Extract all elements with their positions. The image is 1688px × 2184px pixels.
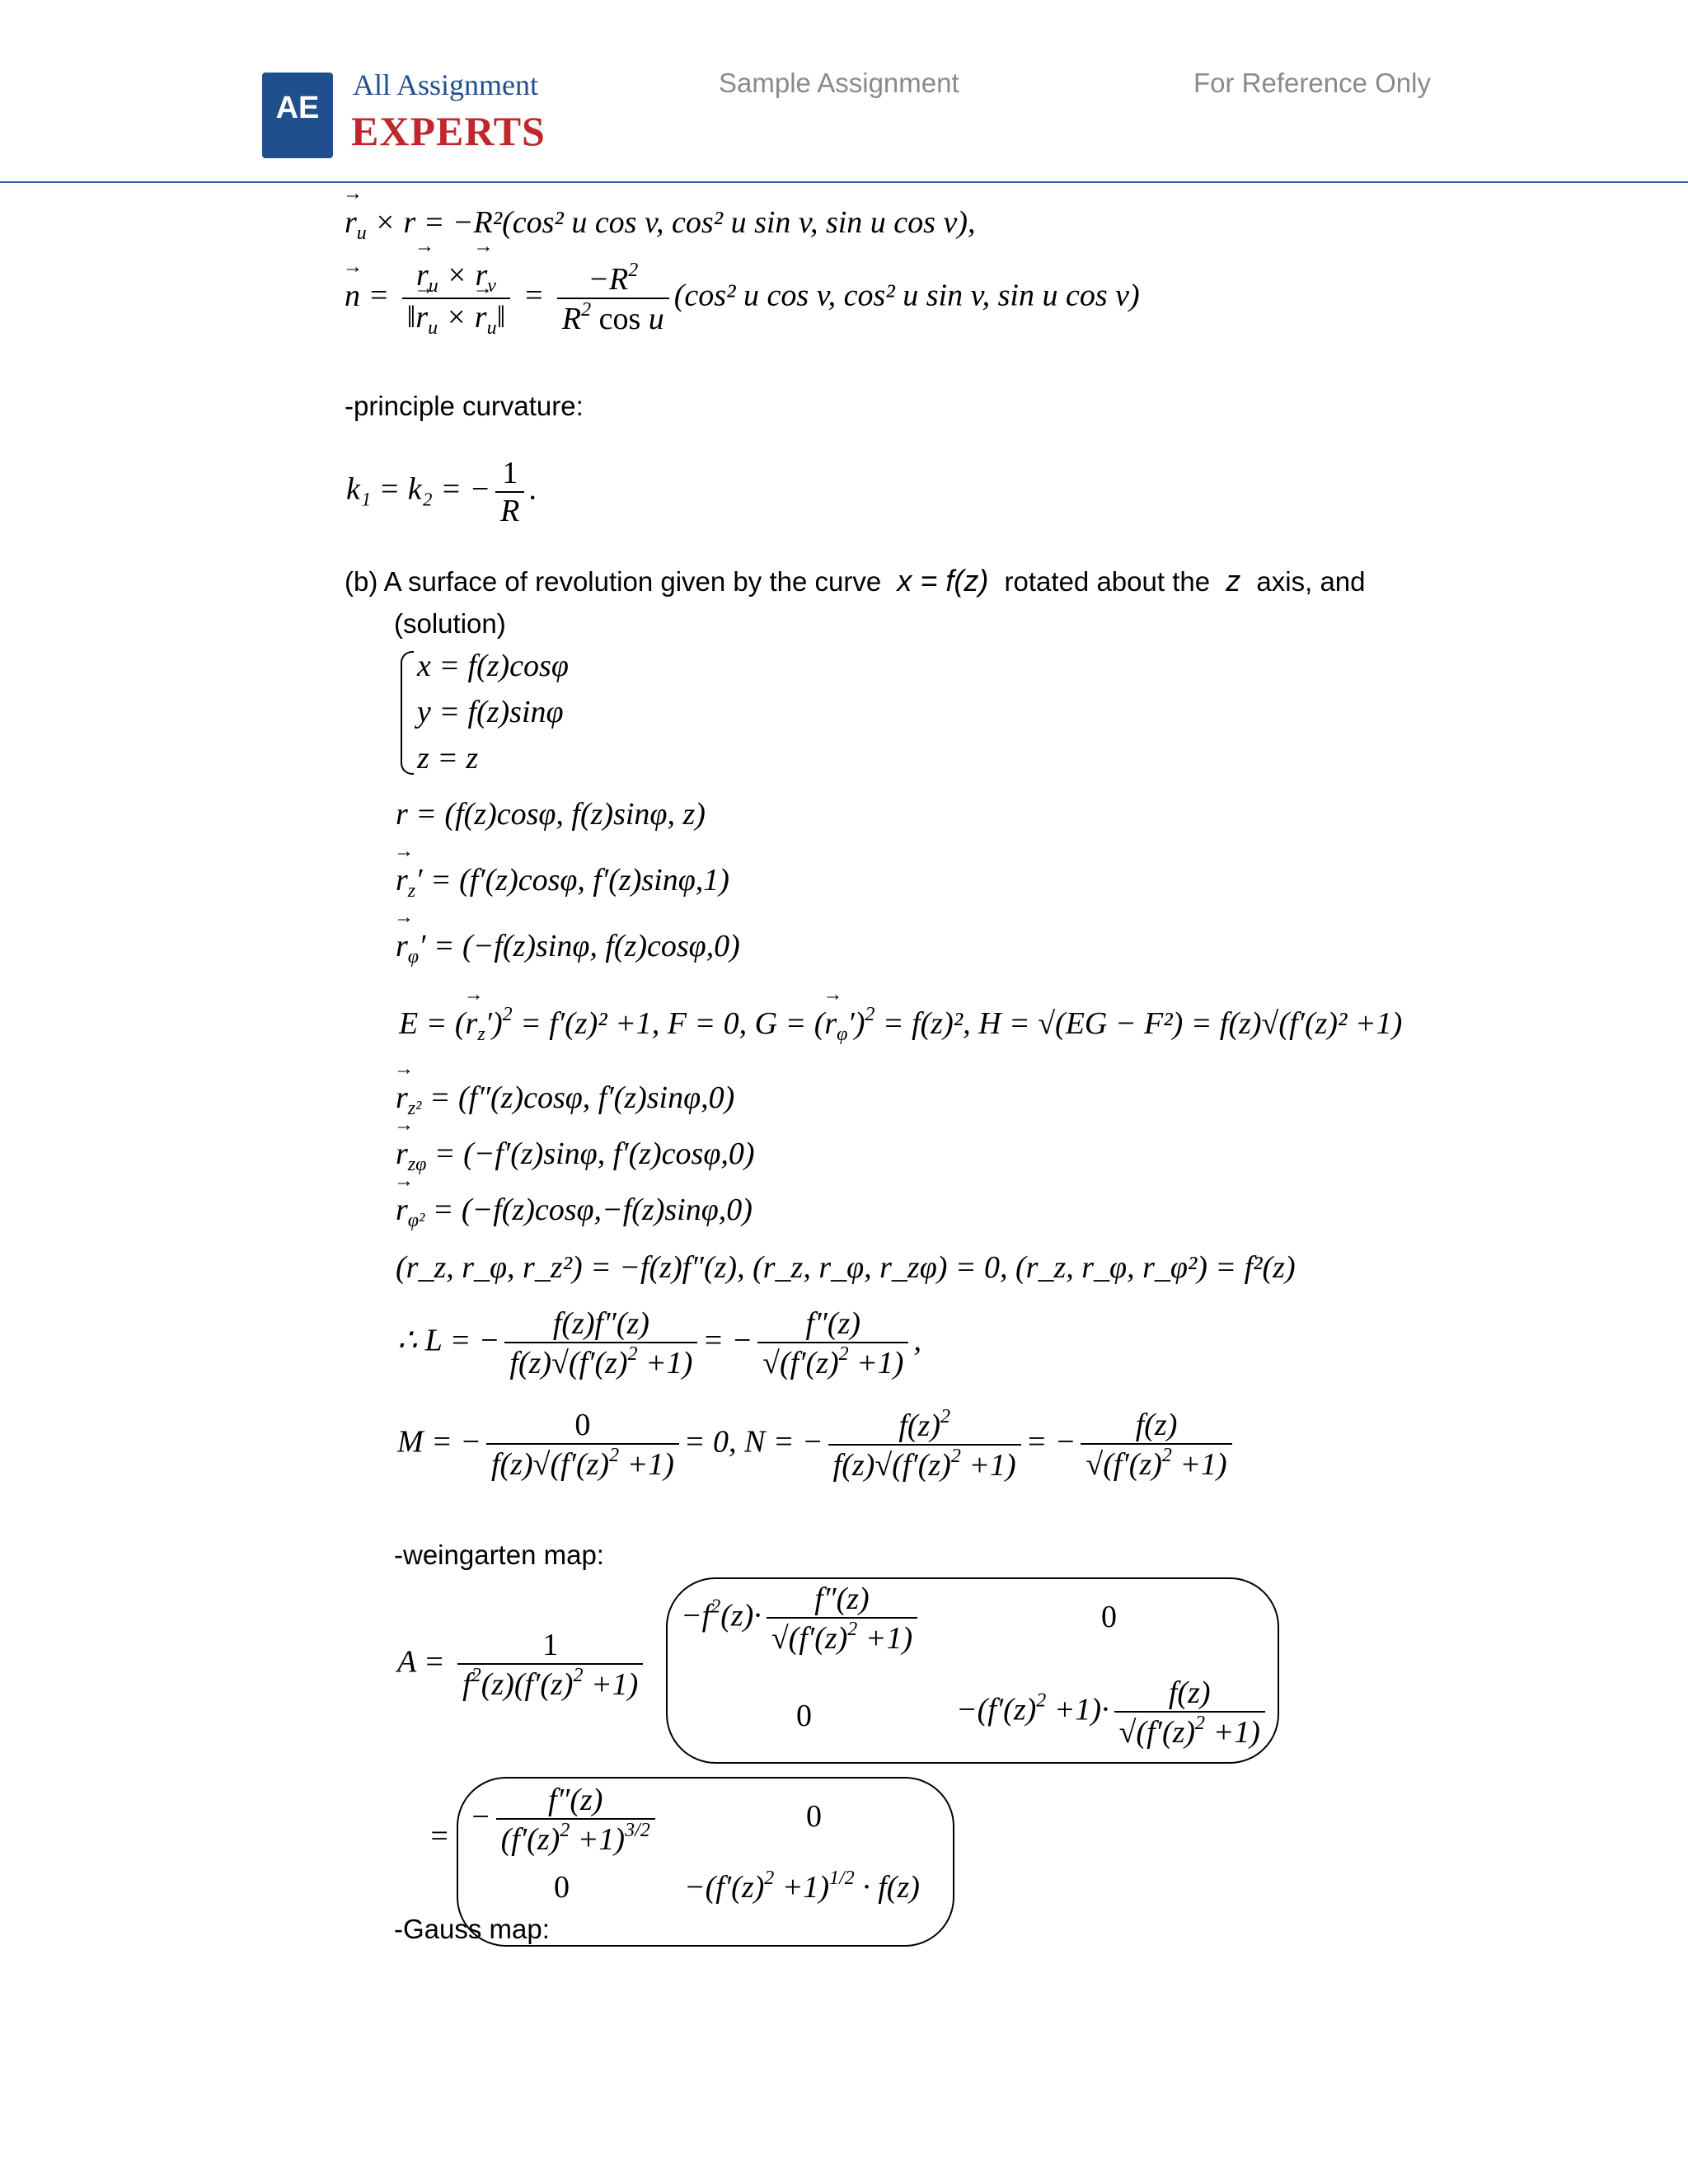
header-right-label: For Reference Only: [1193, 68, 1431, 98]
rzz-equation: → $r_{z^2} = (f''(z)\cos\varphi$, f′(z)sinφ,0): [396, 1080, 734, 1120]
triple-products: (r_z, r_φ, r_z²) = −f(z)f″(z), (r_z, r_φ, r_zφ) = 0, (r_z, r_φ, r_φ²) = f²(z): [396, 1250, 1296, 1285]
cross-product-equation: → $r_u \times r = -R^2(\cos^2$ u cos v, cos² u sin v, sin u cos v),: [345, 204, 975, 245]
system-line-2: y = f(z)sinφ: [417, 695, 564, 729]
matrix-A-21: 0: [796, 1699, 812, 1733]
rz-equation: → $r_z' = (f'(z)\cos\varphi$, f′(z)sinφ,1): [396, 862, 729, 902]
rphi-equation: → $r_\varphi' = (-f(z)\sin\varphi$, f(z)cosφ,0): [396, 928, 740, 968]
logo-line-2: EXPERTS: [351, 108, 546, 154]
first-fundamental-form: E = (→ $r_z')^2 = f'(z)^2 +1$, F = 0, G = (→ $r_\varphi')^2 = f(z)^2$, H = √(EG − F²) = f(z)√(f′(z)² +1): [399, 1004, 1402, 1046]
normal-equation: → n = → $\frac{r_u \times \to r_v}{‖\to r_u \times \to r_u‖}$ = $\frac{-R^2}{R^2 \cos u}$ (cos² u cos v, cos² u sin v, sin u cos v): [345, 257, 1140, 340]
rphiphi-equation: → $r_{\varphi^2} = (-f(z)\cos\varphi,-f(z)\sin\varphi,0)$: [396, 1192, 753, 1232]
system-line-3: z = z: [417, 741, 479, 776]
principle-curvature-label: -principle curvature:: [345, 391, 584, 421]
solution-label: (solution): [394, 608, 506, 639]
matrix-A-22: $-(f'(z)^2 +1)\cdot$ $\frac{f(z)}{√(f'(z)^2 +1)}$: [956, 1675, 1270, 1750]
curvature-equation: k₁ = k₂ = − $\frac{1}{R}$ .: [346, 456, 537, 528]
matrix-A-12: 0: [1101, 1600, 1117, 1634]
system-brace: [401, 651, 414, 775]
second-form-M-N: M = − $\frac{0}{f(z)√(f'(z)^2 +1)}$ = 0, N = − $\frac{f(z)^2}{f(z)√(f'(z)^2 +1)}$ = − $\frac{f(z)}{√(f'(z)^2 +1)}$: [397, 1406, 1237, 1483]
matrix-simplified-22: $-(f'(z)^2 +1)^{1/2} \cdot f(z)$: [684, 1868, 920, 1905]
gauss-map-label: -Gauss map:: [394, 1914, 550, 1944]
logo-mark-text: AE: [275, 91, 320, 125]
part-b-statement: (b) A surface of revolution given by the curve x = f(z) rotated about the z axis, and: [345, 564, 1366, 598]
matrix-simplified-21: 0: [554, 1870, 570, 1905]
rzphi-equation: → $r_{z\varphi} = (-f'(z)\sin\varphi$, f′(z)cosφ,0): [396, 1136, 755, 1176]
second-form-L: ∴ L = − $\frac{f(z)f''(z)}{f(z)√(f'(z)^2 +1)}$ = − $\frac{f''(z)}{√(f'(z)^2 +1)}$ ,: [397, 1306, 921, 1380]
position-vector-equation: r = (f(z)cosφ, f(z)sinφ, z): [396, 797, 706, 832]
weingarten-prefactor: A = $\frac{1}{f^2(z)(f'(z)^2 +1)}$: [397, 1627, 648, 1703]
header-center-label: Sample Assignment: [719, 68, 959, 98]
equals-sign: =: [429, 1819, 450, 1854]
logo-mark: [262, 73, 333, 158]
matrix-simplified-11: − $\frac{f''(z)}{(f'(z)^2 +1)^{3/2}}$: [470, 1782, 660, 1858]
matrix-simplified-12: 0: [806, 1799, 822, 1834]
system-line-1: x = f(z)cosφ: [417, 649, 569, 683]
header-divider: [0, 181, 1688, 183]
weingarten-label: -weingarten map:: [394, 1540, 604, 1570]
logo-line-1: All Assignment: [353, 68, 539, 101]
matrix-A-11: $-f^2(z)\cdot$ $\frac{f''(z)}{√(f'(z)^2 +1)}$: [681, 1581, 922, 1657]
